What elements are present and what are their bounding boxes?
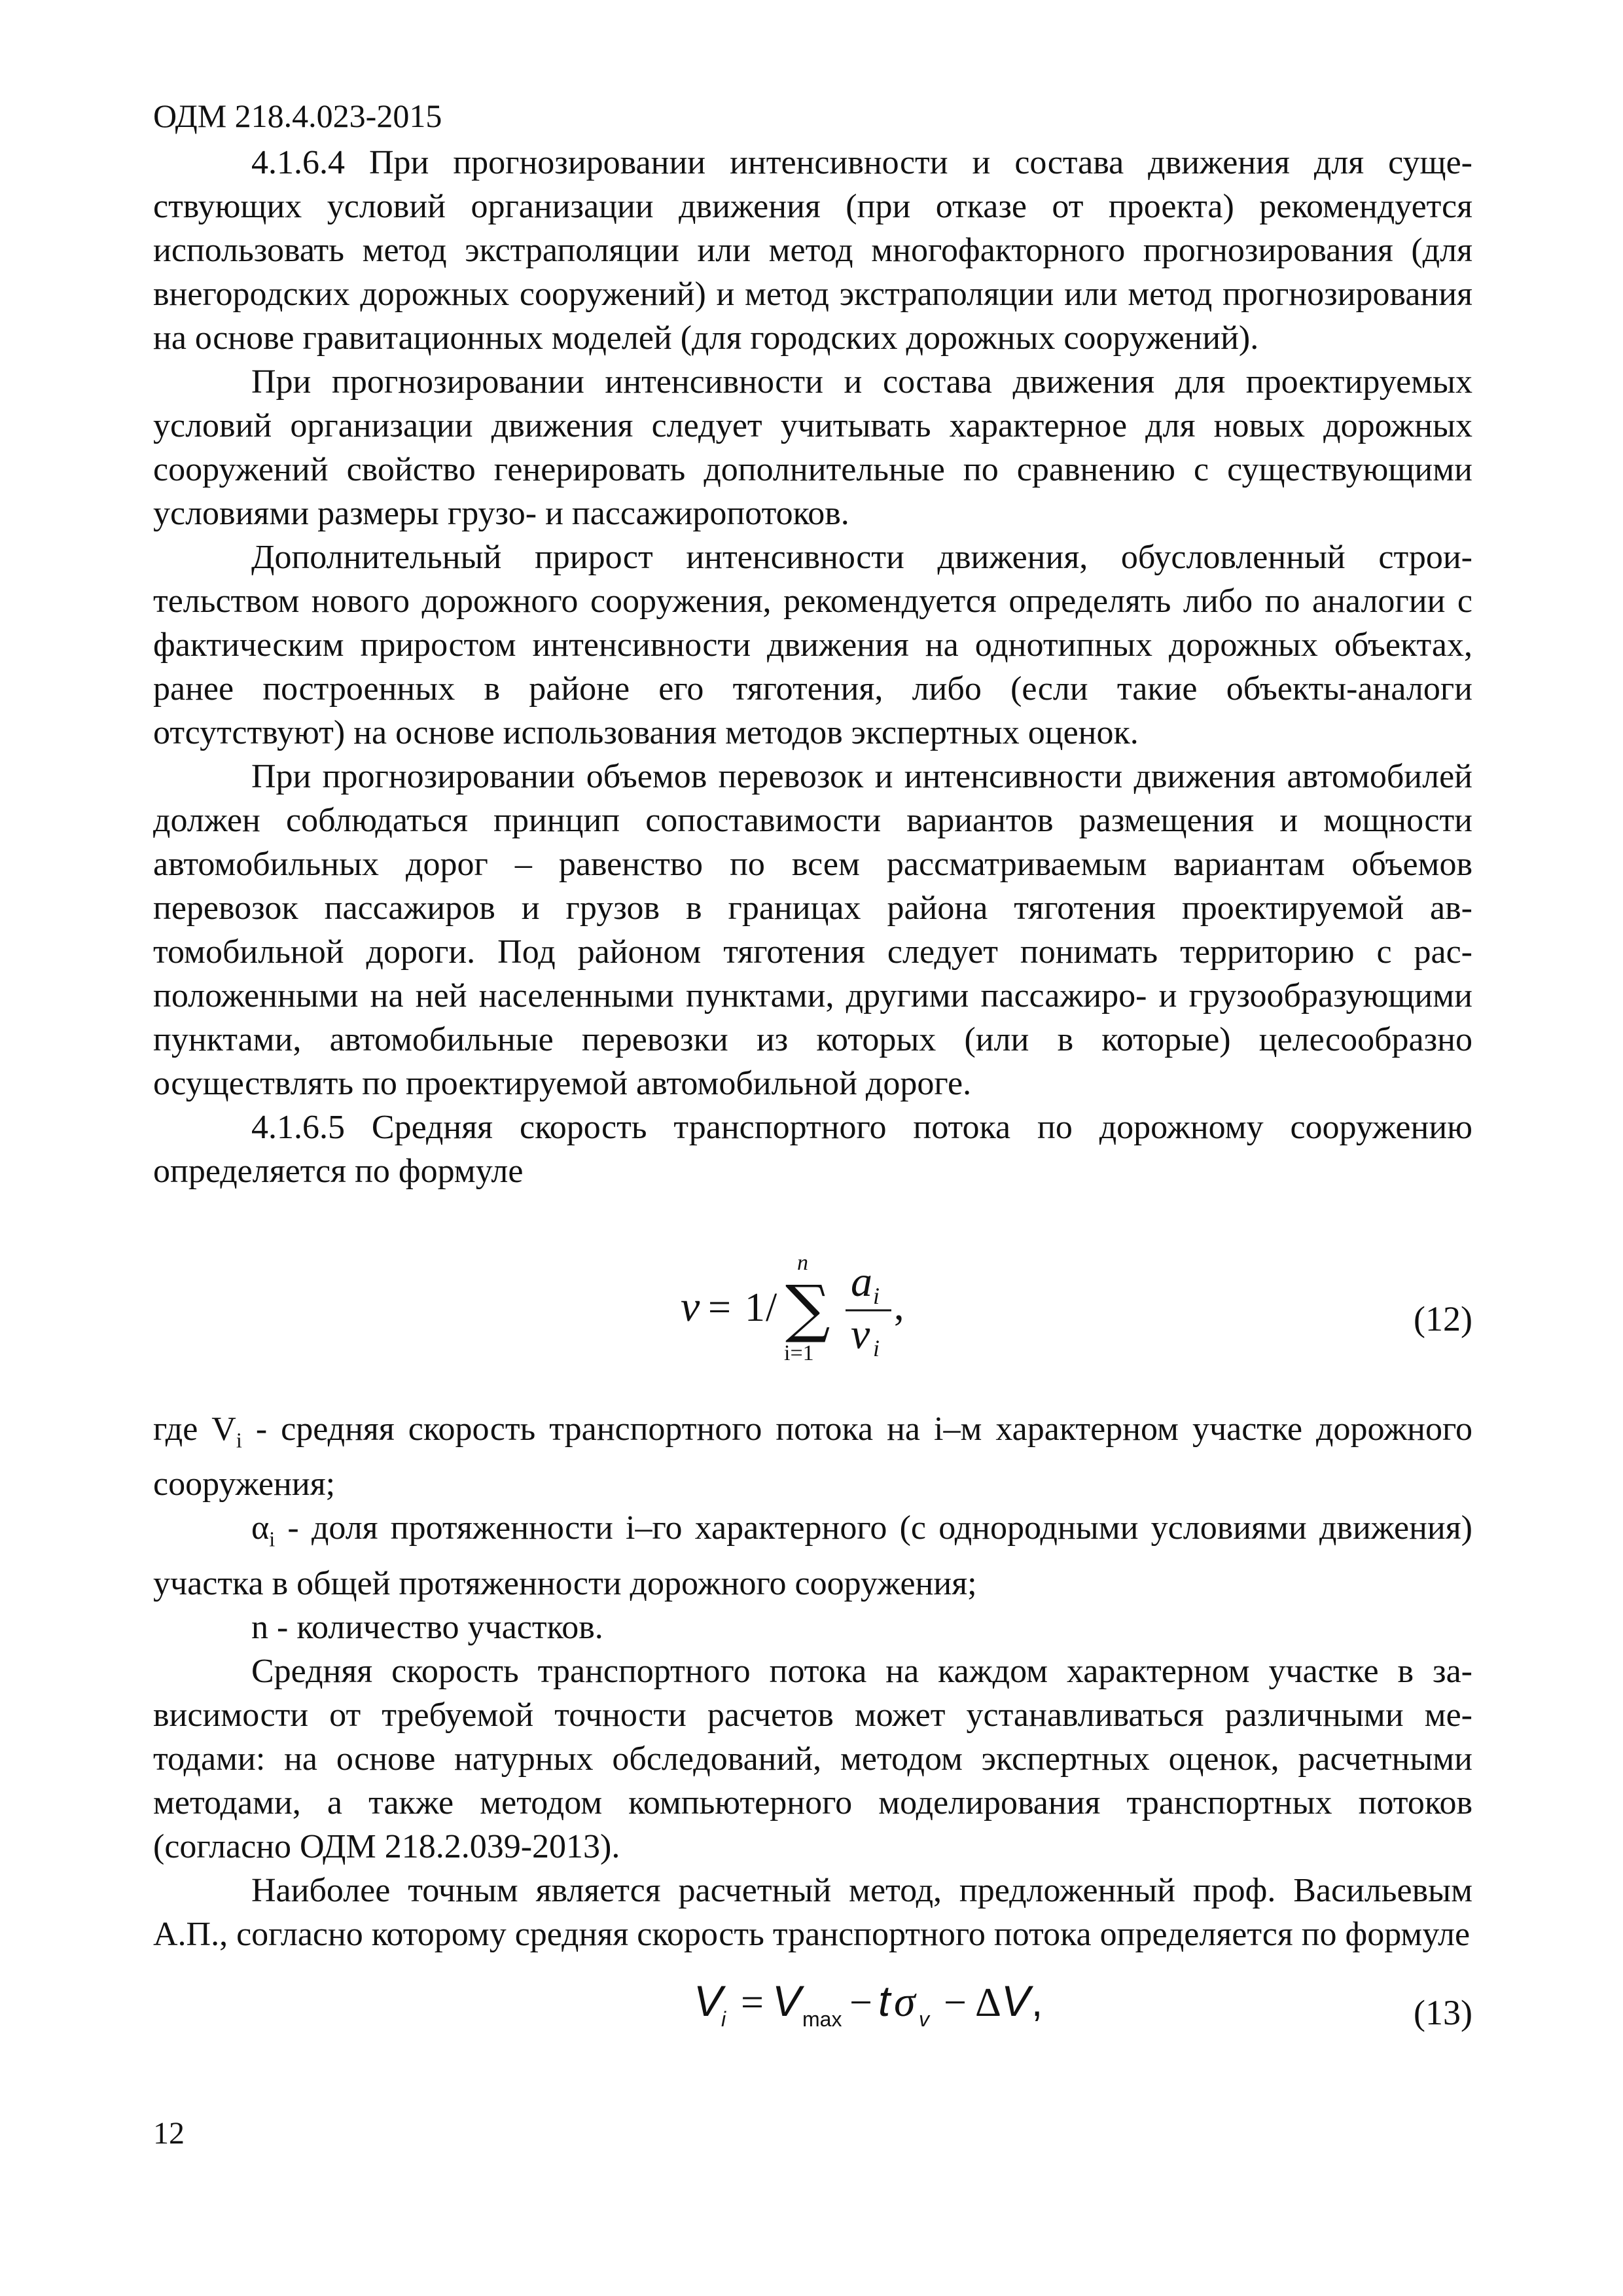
formula-12-sum-top: n [797, 1251, 808, 1275]
paragraph-comparability-principle: При прогнозировании объемов перевозок и интенсивности движения автомобилей должен соблюдаться принцип сопоставимости вариантов размещения и мощности автомобильных дорог – равенство по всем рассматриваемым вариантам объемов перевозок пассажиров и грузов в границах района тяготения проектируемой автомобильной дороги. Под районом тяготения следует понимать территорию с расположенными на ней населенными пунктами, другими пассажиро- и грузообразующими пунктами, автомобильные перевозки из которых (или в которые) целесообразно осуществлять по проектируемой автомобильной дороге. [153, 758, 1472, 1102]
formula-13-lhs-sub: i [721, 2007, 726, 2031]
formula-12-denominator: v [851, 1310, 870, 1358]
formula-12-numerator-sub: i [873, 1283, 880, 1309]
text-block-1 [153, 141, 1472, 1193]
formula-13-comma: , [1031, 1980, 1043, 2025]
paragraph-4-1-6-5: 4.1.6.5 Средняя скорость транспортного потока по дорожному сооружению определяется по формуле [153, 1109, 1472, 1190]
text-block-2 [153, 1407, 1472, 1956]
formula-12-one: 1 [745, 1285, 765, 1330]
paragraph-additional-growth: Дополнительный прирост интенсивности движения, обусловленный строительством нового дорожного сооружения, рекомендуется определять либо по аналогии с фактическим приростом интенсивности движения на однотипных дорожных объектах, ранее построенных в районе его тяготения, либо (если такие объекты-аналоги отсутствуют) на основе использования методов экспертных оценок. [153, 539, 1472, 751]
formula-13-lhs: V [694, 1977, 723, 2025]
formula-13-minus-1: − [849, 1981, 872, 2025]
formula-13-minus-2: − [944, 1981, 967, 2025]
formula-13-sigma: σ [894, 1978, 916, 2026]
definition-alpha-sub: i [269, 1527, 276, 1551]
formula-13-svg [687, 1964, 1093, 2042]
formula-13-vmax: V [772, 1977, 802, 2025]
definition-alpha [153, 1506, 1472, 1605]
formula-12-eq: = [708, 1285, 731, 1330]
paragraph-projected-conditions: При прогнозировании интенсивности и состава движения для проектируемых условий организации движения следует учитывать характерное для новых дорожных сооружений свойство генерировать дополнительные по сравнению с существующими условиями размеры грузо- и пассажиропотоков. [153, 363, 1472, 532]
formula-13-t: t [878, 1977, 891, 2025]
formula-12-denominator-sub: i [873, 1335, 880, 1361]
formula-12-lhs: v [681, 1283, 700, 1331]
formula-12-svg [674, 1244, 949, 1381]
paragraph-vasiliev-method: Наиболее точным является расчетный метод, предложенный проф. Васильевым А.П., согласно которому средняя скорость транспортного потока определяется по формуле [153, 1871, 1472, 1953]
equation-number-12: (12) [1414, 1299, 1472, 1338]
sum-sign-icon: ∑ [785, 1272, 830, 1345]
paragraph-average-speed-methods: Средняя скорость транспортного потока на каждом характерном участке в зависимости от требуемой точности расчетов может устанавливаться различными методами: на основе натурных обследований, методом экспертных оценок, расчетными методами, а также методом компьютерного моделирования транспортных потоков (согласно ОДМ 218.2.039-2013). [153, 1652, 1472, 1865]
equation-number-13: (13) [1414, 1993, 1472, 2032]
definition-vi-text: - средняя скорость транспортного потока на i–м характерном участке дорожного сооружения; [153, 1410, 1472, 1503]
formula-13-sigma-sub: v [919, 2007, 929, 2031]
definition-vi-symbol: где V [153, 1410, 236, 1448]
formula-12-sum-bottom: i=1 [784, 1341, 814, 1365]
formula-12-slash: / [766, 1285, 777, 1330]
paragraph-4-1-6-4: 4.1.6.4 При прогнозировании интенсивности и состава движения для существующих условий организации движения (при отказе от проекта) рекомендуется использовать метод экстраполяции или метод многофакторного прогнозирования (для внегородских дорожных сооружений) и метод экстраполяции или метод прогнозирования на основе гравитационных моделей (для городских дорожных сооружений). [153, 144, 1472, 357]
definition-vi [153, 1407, 1472, 1506]
formula-13-vmax-sub: max [802, 2007, 842, 2031]
definition-alpha-text: - доля протяженности i–го характерного (с однородными условиями движения) участка в общей протяженности дорожного сооружения; [153, 1509, 1472, 1602]
definition-vi-sub: i [236, 1428, 242, 1452]
formula-13-eq: = [741, 1981, 764, 2025]
formula-13-delta: Δ [975, 1981, 1001, 2025]
page-number: 12 [153, 2116, 185, 2151]
document-header: ОДМ 218.4.023-2015 [153, 98, 442, 134]
definition-n: n - количество участков. [251, 1608, 603, 1646]
formula-12-comma: , [894, 1284, 904, 1329]
definition-alpha-symbol: α [251, 1509, 270, 1547]
formula-12-numerator: a [851, 1258, 872, 1306]
formula-13-dv: V [1001, 1977, 1031, 2025]
